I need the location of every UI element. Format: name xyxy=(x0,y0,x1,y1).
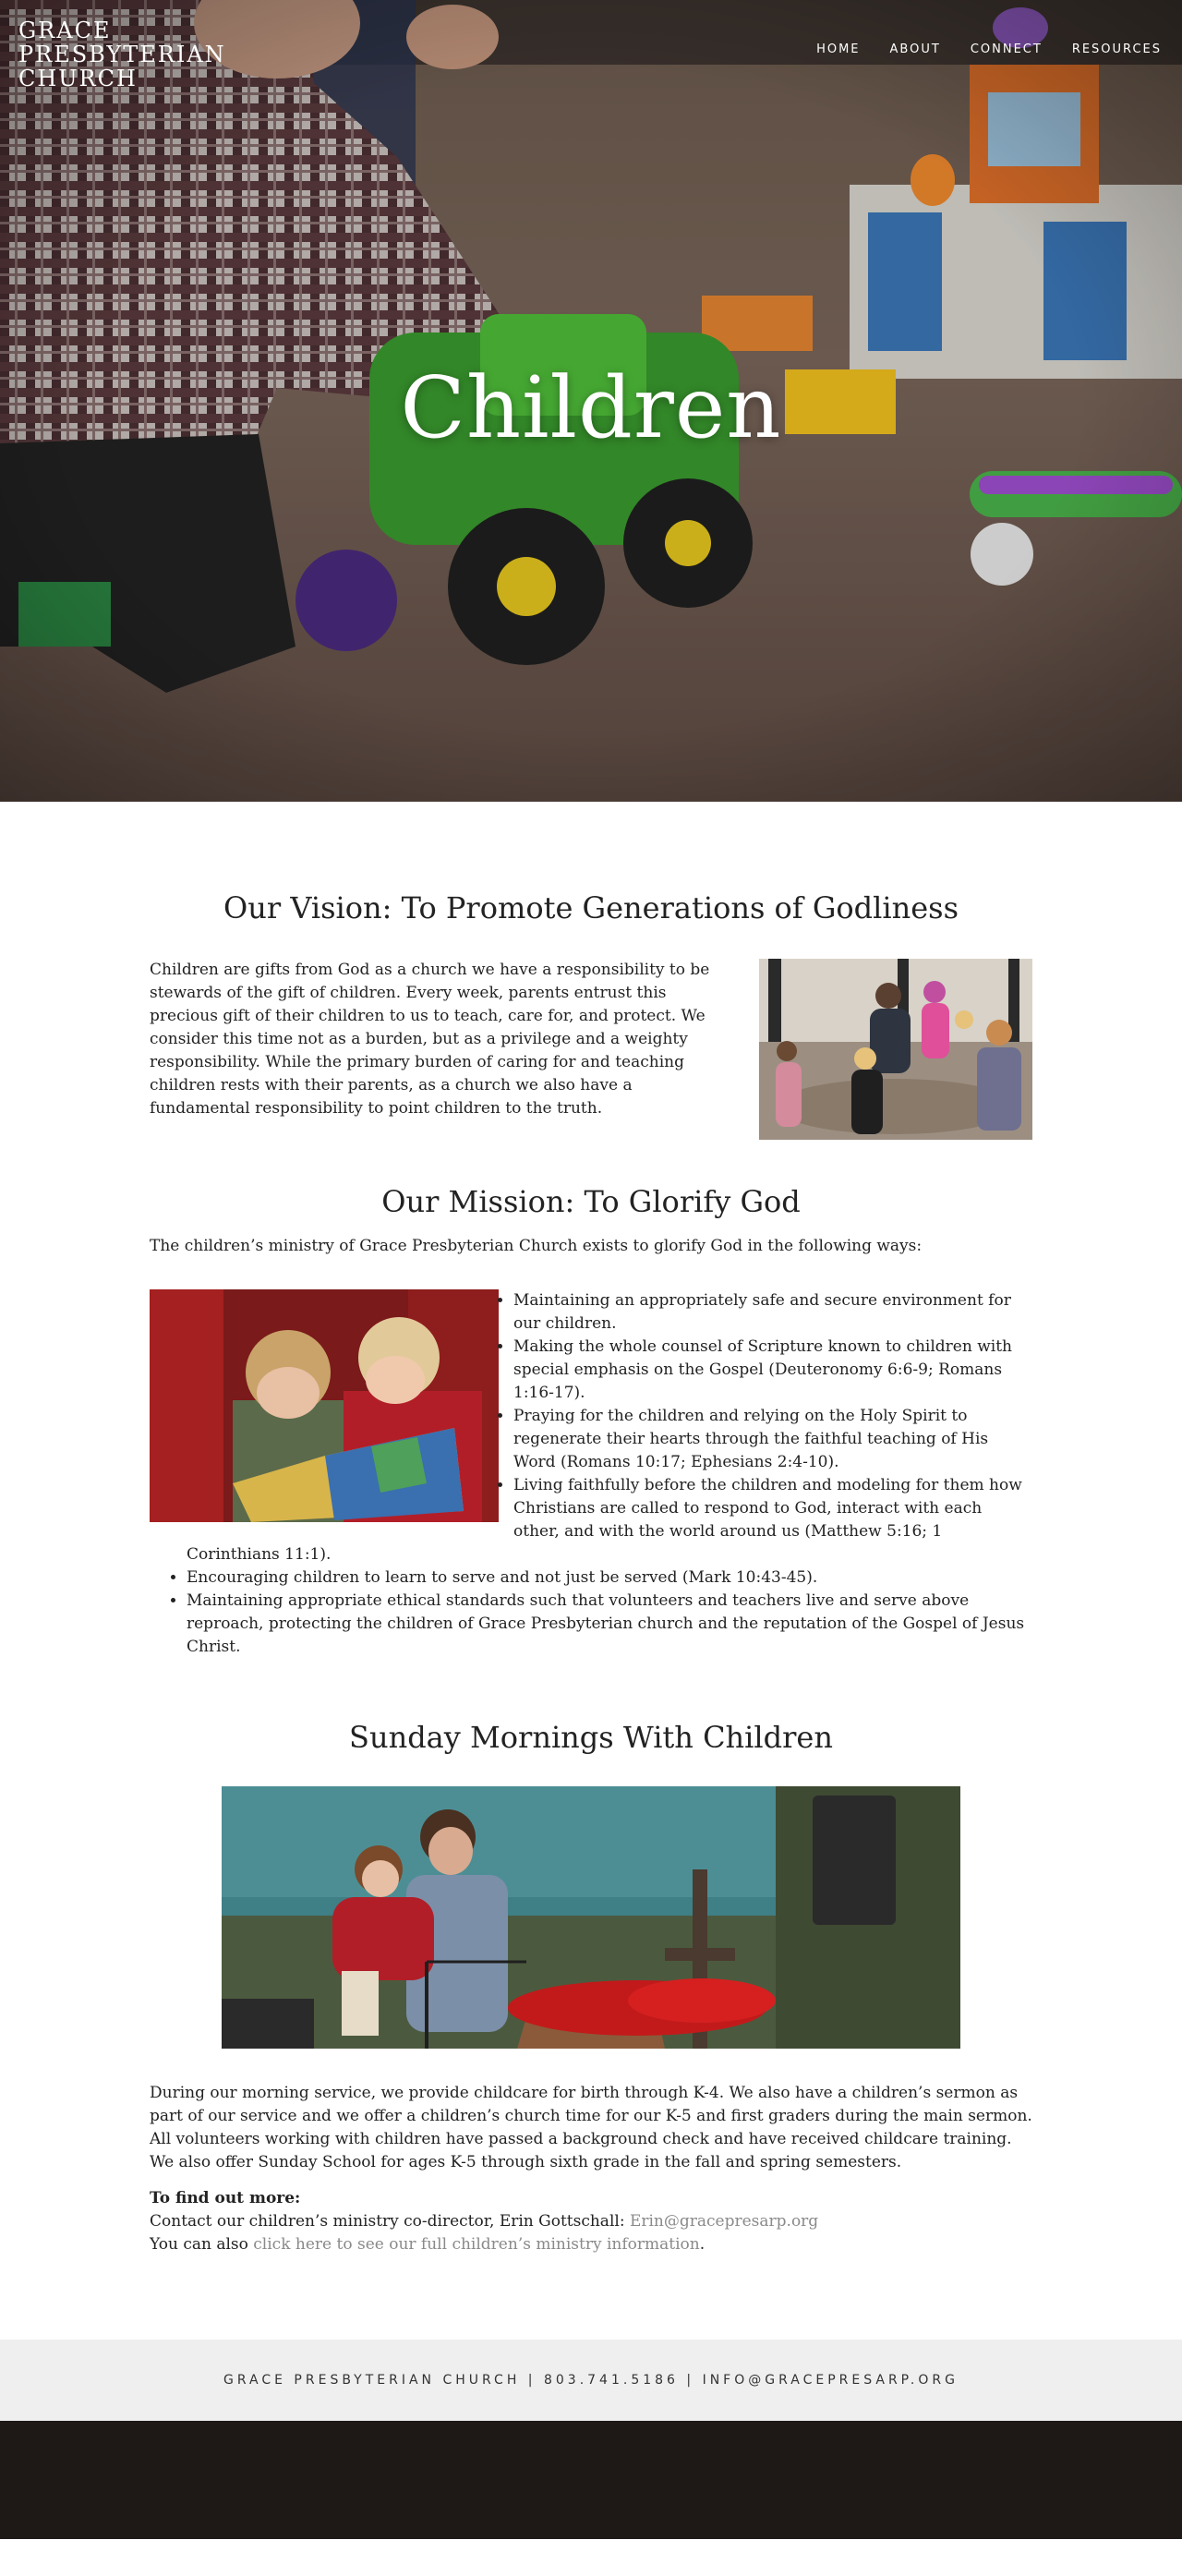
mission-item: • Living faithfully before the children and modeling for them how Christians are called to respond to God, interact with each other, and with the world around us (Matthew 5:16; 1 Corinthians 11:1). xyxy=(187,1474,1032,1566)
hero-banner xyxy=(0,0,1182,802)
children-circle-photo xyxy=(759,959,1032,1140)
mission-item: • Maintaining an appropriately safe and secure environment for our children. xyxy=(187,1289,1032,1336)
footer-bottom xyxy=(0,2421,1182,2539)
mission-item: • Encouraging children to learn to serve and not just be served (Mark 10:43-45). xyxy=(187,1566,1032,1590)
vision-heading: Our Vision: To Promote Generations of Godliness xyxy=(223,890,959,925)
nav-connect[interactable]: CONNECT xyxy=(970,42,1043,56)
vision-section xyxy=(150,959,1032,1140)
page-title: Children xyxy=(400,358,782,457)
also-suffix: . xyxy=(699,2235,706,2255)
sunday-paragraph-2: We also offer Sunday School for ages K-5 through sixth grade in the fall and spring semesters. xyxy=(150,2153,902,2172)
site-footer xyxy=(0,2340,1182,2539)
sunday-heading: Sunday Mornings With Children xyxy=(349,1719,833,1755)
footer-contact-band xyxy=(0,2340,1182,2421)
mission-heading: Our Mission: To Glorify God xyxy=(381,1184,801,1220)
mission-item: • Maintaining appropriate ethical standards such that volunteers and teachers live and serve above reproach, protecting the children of Grace Presbyterian church and the reputation of the Gospel of Jesus Christ. xyxy=(187,1590,1032,1659)
contact-prefix: Contact our children’s ministry co-director, Erin Gottschall: xyxy=(150,2212,630,2231)
main-nav xyxy=(816,42,1162,56)
nav-about[interactable]: ABOUT xyxy=(889,42,941,56)
site-title[interactable]: GRACE PRESBYTERIAN CHURCH xyxy=(18,18,226,91)
nav-home[interactable]: HOME xyxy=(816,42,861,56)
find-more xyxy=(150,2187,1032,2256)
mission-section xyxy=(150,1289,1032,1659)
vision-paragraph: Children are gifts from God as a church we have a responsibility to be stewards of the gift of children. Every week, parents entrust this precious gift of their children to us to teach, care for, and protect. We consider this time not as a burden, but as a privilege and a weighty responsibility. While the primary burden of caring for and teaching children rests with their parents, as a church we also have a fundamental responsibility to point children to the truth. xyxy=(150,961,710,1119)
childrens-ministry-info-link[interactable]: click here to see our full children’s ministry information xyxy=(253,2235,700,2255)
sunday-paragraph-1: During our morning service, we provide childcare for birth through K-4. We also have a children’s sermon as part of our service and we offer a children’s church time for our K-5 and first graders during the main sermon. All volunteers working with children have passed a background check and have received childcare training. xyxy=(150,2084,1032,2149)
main-content xyxy=(150,802,1032,2340)
also-prefix: You can also xyxy=(150,2235,254,2255)
mission-item: • Praying for the children and relying on the Holy Spirit to regenerate their hearts through the faithful teaching of His Word (Romans 10:17; Ephesians 2:4-10). xyxy=(187,1405,1032,1474)
mission-item: • Making the whole counsel of Scripture known to children with special emphasis on the Gospel (Deuteronomy 6:6-9; Romans 1:16-17). xyxy=(187,1336,1032,1405)
childrens-sermon-photo xyxy=(222,1786,960,2049)
nav-resources[interactable]: RESOURCES xyxy=(1071,42,1162,56)
find-more-label: To find out more: xyxy=(150,2189,301,2208)
footer-contact-line: GRACE PRESBYTERIAN CHURCH | 803.741.5186 | INFO@GRACEPRESARP.ORG xyxy=(223,2373,959,2389)
boys-reading-photo xyxy=(150,1289,499,1522)
contact-email-link[interactable]: Erin@gracepresarp.org xyxy=(629,2212,819,2231)
mission-intro: The children’s ministry of Grace Presbyterian Church exists to glorify God in the following ways: xyxy=(150,1236,923,1255)
